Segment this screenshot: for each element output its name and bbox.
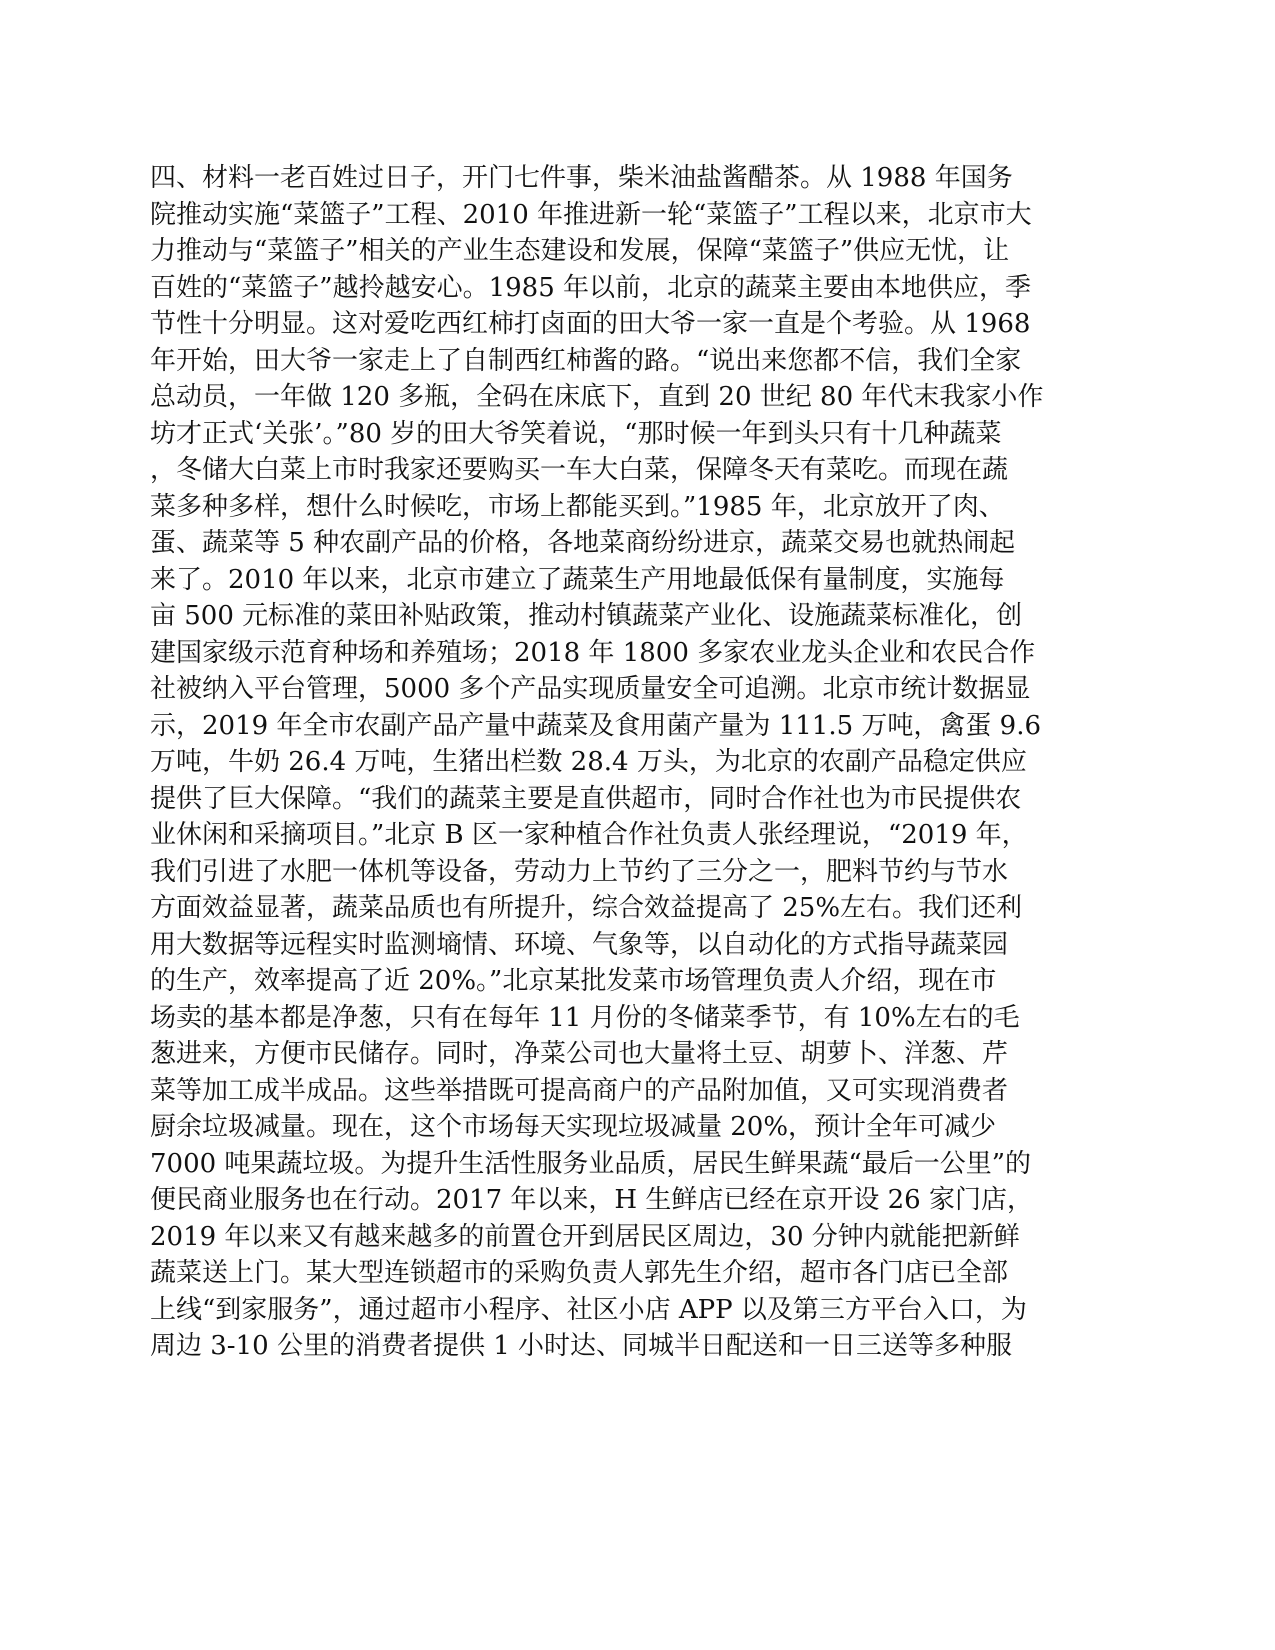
text-line: 7000 吨果蔬垃圾。为提升生活性服务业品质，居民生鲜果蔬“最后一公里”的 xyxy=(150,1148,1032,1179)
text-line: 来了。2010 年以来，北京市建立了蔬菜生产用地最低保有量制度，实施每 xyxy=(150,564,1005,595)
text-line: 厨余垃圾减量。现在，这个市场每天实现垃圾减量 20%，预计全年可减少 xyxy=(150,1112,997,1142)
text-line: 节性十分明显。这对爱吃西红柿打卤面的田大爷一家一直是个考验。从 1968 xyxy=(150,309,1031,339)
text-line: 亩 500 元标准的菜田补贴政策，推动村镇蔬菜产业化、设施蔬菜标准化，创 xyxy=(150,601,1023,631)
text-line: ，冬储大白菜上市时我家还要购买一车大白菜，保障冬天有菜吃。而现在蔬 xyxy=(150,455,1009,485)
text-line: 示，2019 年全市农副产品产量中蔬菜及食用菌产量为 111.5 万吨，禽蛋 9.6 xyxy=(150,710,1042,741)
text-line: 用大数据等远程实时监测墒情、环境、气象等，以自动化的方式指导蔬菜园 xyxy=(150,929,1009,960)
text-line: 万吨，牛奶 26.4 万吨，生猪出栏数 28.4 万头，为北京的农副产品稳定供应 xyxy=(150,747,1027,777)
text-line: 方面效益显著，蔬菜品质也有所提升，综合效益提高了 25%左右。我们还利 xyxy=(150,893,1023,923)
text-line: 我们引进了水肥一体机等设备，劳动力上节约了三分之一，肥料节约与节水 xyxy=(150,856,1009,887)
text-line: 周边 3-10 公里的消费者提供 1 小时达、同城半日配送和一日三送等多种服 xyxy=(150,1331,1013,1361)
text-line: 坊才正式‘关张’。”80 岁的田大爷笑着说，“那时候一年到头只有十几种蔬菜 xyxy=(150,418,1002,449)
text-line: 的生产，效率提高了近 20%。”北京某批发菜市场管理负责人介绍，现在市 xyxy=(150,966,997,996)
text-line: 蔬菜送上门。某大型连锁超市的采购负责人郭先生介绍，超市各门店已全部 xyxy=(150,1258,1009,1288)
text-line: 菜等加工成半成品。这些举措既可提高商户的产品附加值，又可实现消费者 xyxy=(150,1075,1009,1106)
text-line: 提供了巨大保障。“我们的蔬菜主要是直供超市，同时合作社也为市民提供农 xyxy=(150,783,1022,814)
text-line: 建国家级示范育种场和养殖场；2018 年 1800 多家农业龙头企业和农民合作 xyxy=(150,637,1036,668)
text-line: 业休闲和采摘项目。”北京 B 区一家种植合作社负责人张经理说，“2019 年， xyxy=(150,820,1028,850)
text-line: 上线“到家服务”，通过超市小程序、社区小店 APP 以及第三方平台入口，为 xyxy=(150,1294,1027,1325)
text-line: 院推动实施“菜篮子”工程、2010 年推进新一轮“菜篮子”工程以来，北京市大 xyxy=(150,199,1032,230)
text-line: 蛋、蔬菜等 5 种农副产品的价格，各地菜商纷纷进京，蔬菜交易也就热闹起 xyxy=(150,528,1016,558)
text-line: 2019 年以来又有越来越多的前置仓开到居民区周边，30 分钟内就能把新鲜 xyxy=(150,1221,1020,1252)
text-line: 菜多种多样，想什么时候吃，市场上都能买到。”1985 年，北京放开了肉、 xyxy=(150,491,1005,522)
text-line: 年开始，田大爷一家走上了自制西红柿酱的路。“说出来您都不信，我们全家 xyxy=(150,345,1022,376)
text-line: 总动员，一年做 120 多瓶，全码在床底下，直到 20 世纪 80 年代末我家小作 xyxy=(150,382,1044,412)
text-line: 四、材料一老百姓过日子，开门七件事，柴米油盐酱醋茶。从 1988 年国务 xyxy=(150,163,1013,193)
text-line: 社被纳入平台管理，5000 多个产品实现质量安全可追溯。北京市统计数据显 xyxy=(150,674,1031,704)
text-line: 力推动与“菜篮子”相关的产业生态建设和发展，保障“菜篮子”供应无忧，让 xyxy=(150,236,1010,266)
text-line: 场卖的基本都是净葱，只有在每年 11 月份的冬储菜季节，有 10%左右的毛 xyxy=(150,1002,1020,1033)
text-line: 葱进来，方便市民储存。同时，净菜公司也大量将土豆、胡萝卜、洋葱、芹 xyxy=(150,1039,1009,1069)
text-line: 便民商业服务也在行动。2017 年以来，H 生鲜店已经在京开设 26 家门店， xyxy=(150,1185,1033,1215)
text-line: 百姓的“菜篮子”越拎越安心。1985 年以前，北京的蔬菜主要由本地供应，季 xyxy=(150,272,1032,303)
body-text xyxy=(150,160,1130,1365)
